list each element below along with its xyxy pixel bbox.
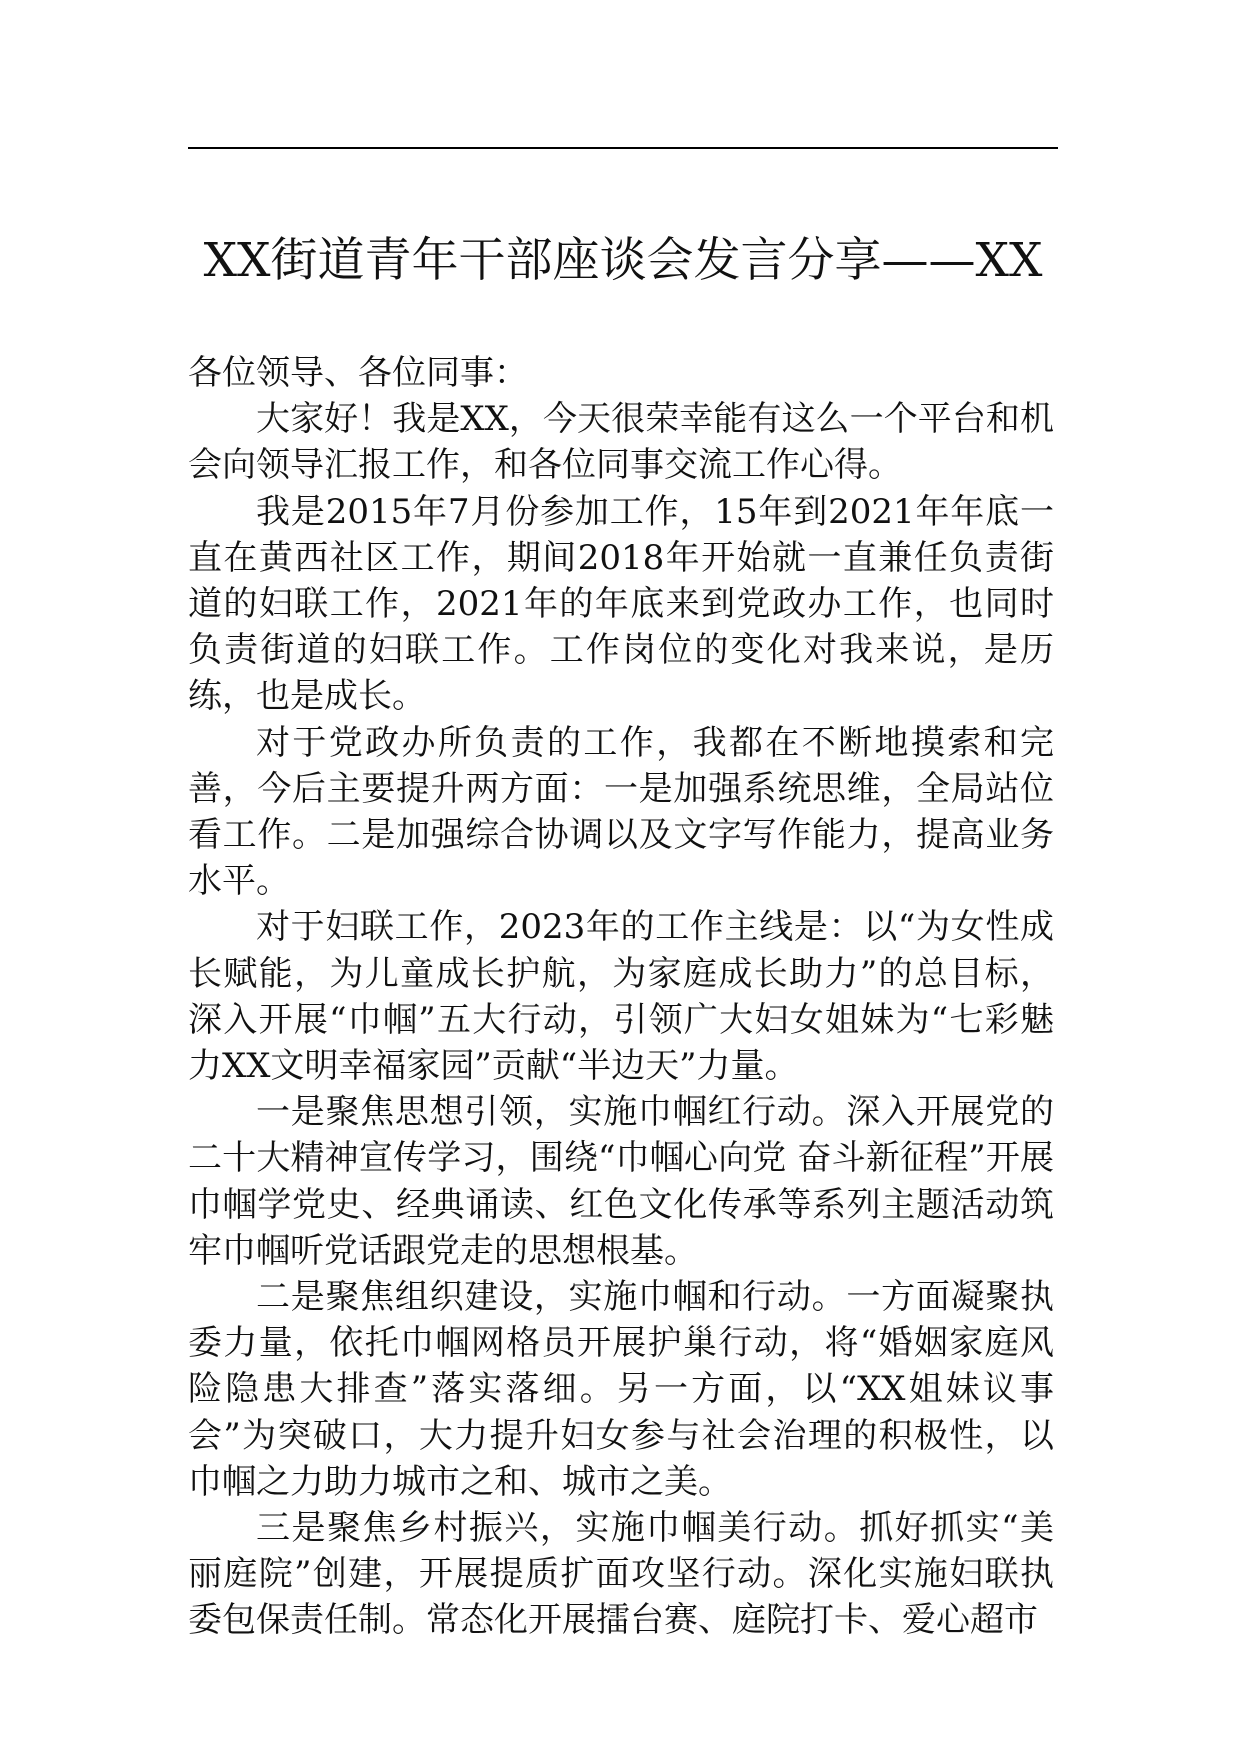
salutation: 各位领导、各位同事： <box>188 353 528 393</box>
paragraph: 一是聚焦思想引领，实施巾帼红行动。深入开展党的二十大精神宣传学习，围绕“巾帼心向党 奋斗新征程”开展巾帼学党史、经典诵读、红色文化传承等系列主题活动筑牢巾帼听党话跟党走的思想根基。 <box>188 1092 1054 1271</box>
document-title: XX街道青年干部座谈会发言分享——XX <box>203 233 1043 288</box>
paragraph: 我是2015年7月份参加工作，15年到2021年年底一直在黄西社区工作，期间2018年开始就一直兼任负责街道的妇联工作，2021年的年底来到党政办工作，也同时负责街道的妇联工作。工作岗位的变化对我来说，是历练，也是成长。 <box>188 491 1054 717</box>
paragraph: 对于党政办所负责的工作，我都在不断地摸索和完善，今后主要提升两方面：一是加强系统思维，全局站位看工作。二是加强综合协调以及文字写作能力，提高业务水平。 <box>188 722 1054 902</box>
document-body <box>188 350 1054 1644</box>
paragraph: 对于妇联工作，2023年的工作主线是：以“为女性成长赋能，为儿童成长护航，为家庭成长助力”的总目标，深入开展“巾帼”五大行动，引领广大妇女姐妹为“七彩魅力XX文明幸福家园”贡献“半边天”力量。 <box>188 907 1054 1087</box>
paragraph: 三是聚焦乡村振兴，实施巾帼美行动。抓好抓实“美丽庭院”创建，开展提质扩面攻坚行动。深化实施妇联执委包保责任制。常态化开展擂台赛、庭院打卡、爱心超市 <box>188 1508 1054 1641</box>
paragraph: 二是聚焦组织建设，实施巾帼和行动。一方面凝聚执委力量，依托巾帼网格员开展护巢行动，将“婚姻家庭风险隐患大排查”落实落细。另一方面，以“XX姐妹议事会”为突破口，大力提升妇女参与社会治理的积极性，以巾帼之力助力城市之和、城市之美。 <box>188 1277 1054 1502</box>
paragraph: 大家好！我是XX，今天很荣幸能有这么一个平台和机会向领导汇报工作，和各位同事交流工作心得。 <box>188 399 1054 486</box>
header-rule <box>188 147 1058 149</box>
